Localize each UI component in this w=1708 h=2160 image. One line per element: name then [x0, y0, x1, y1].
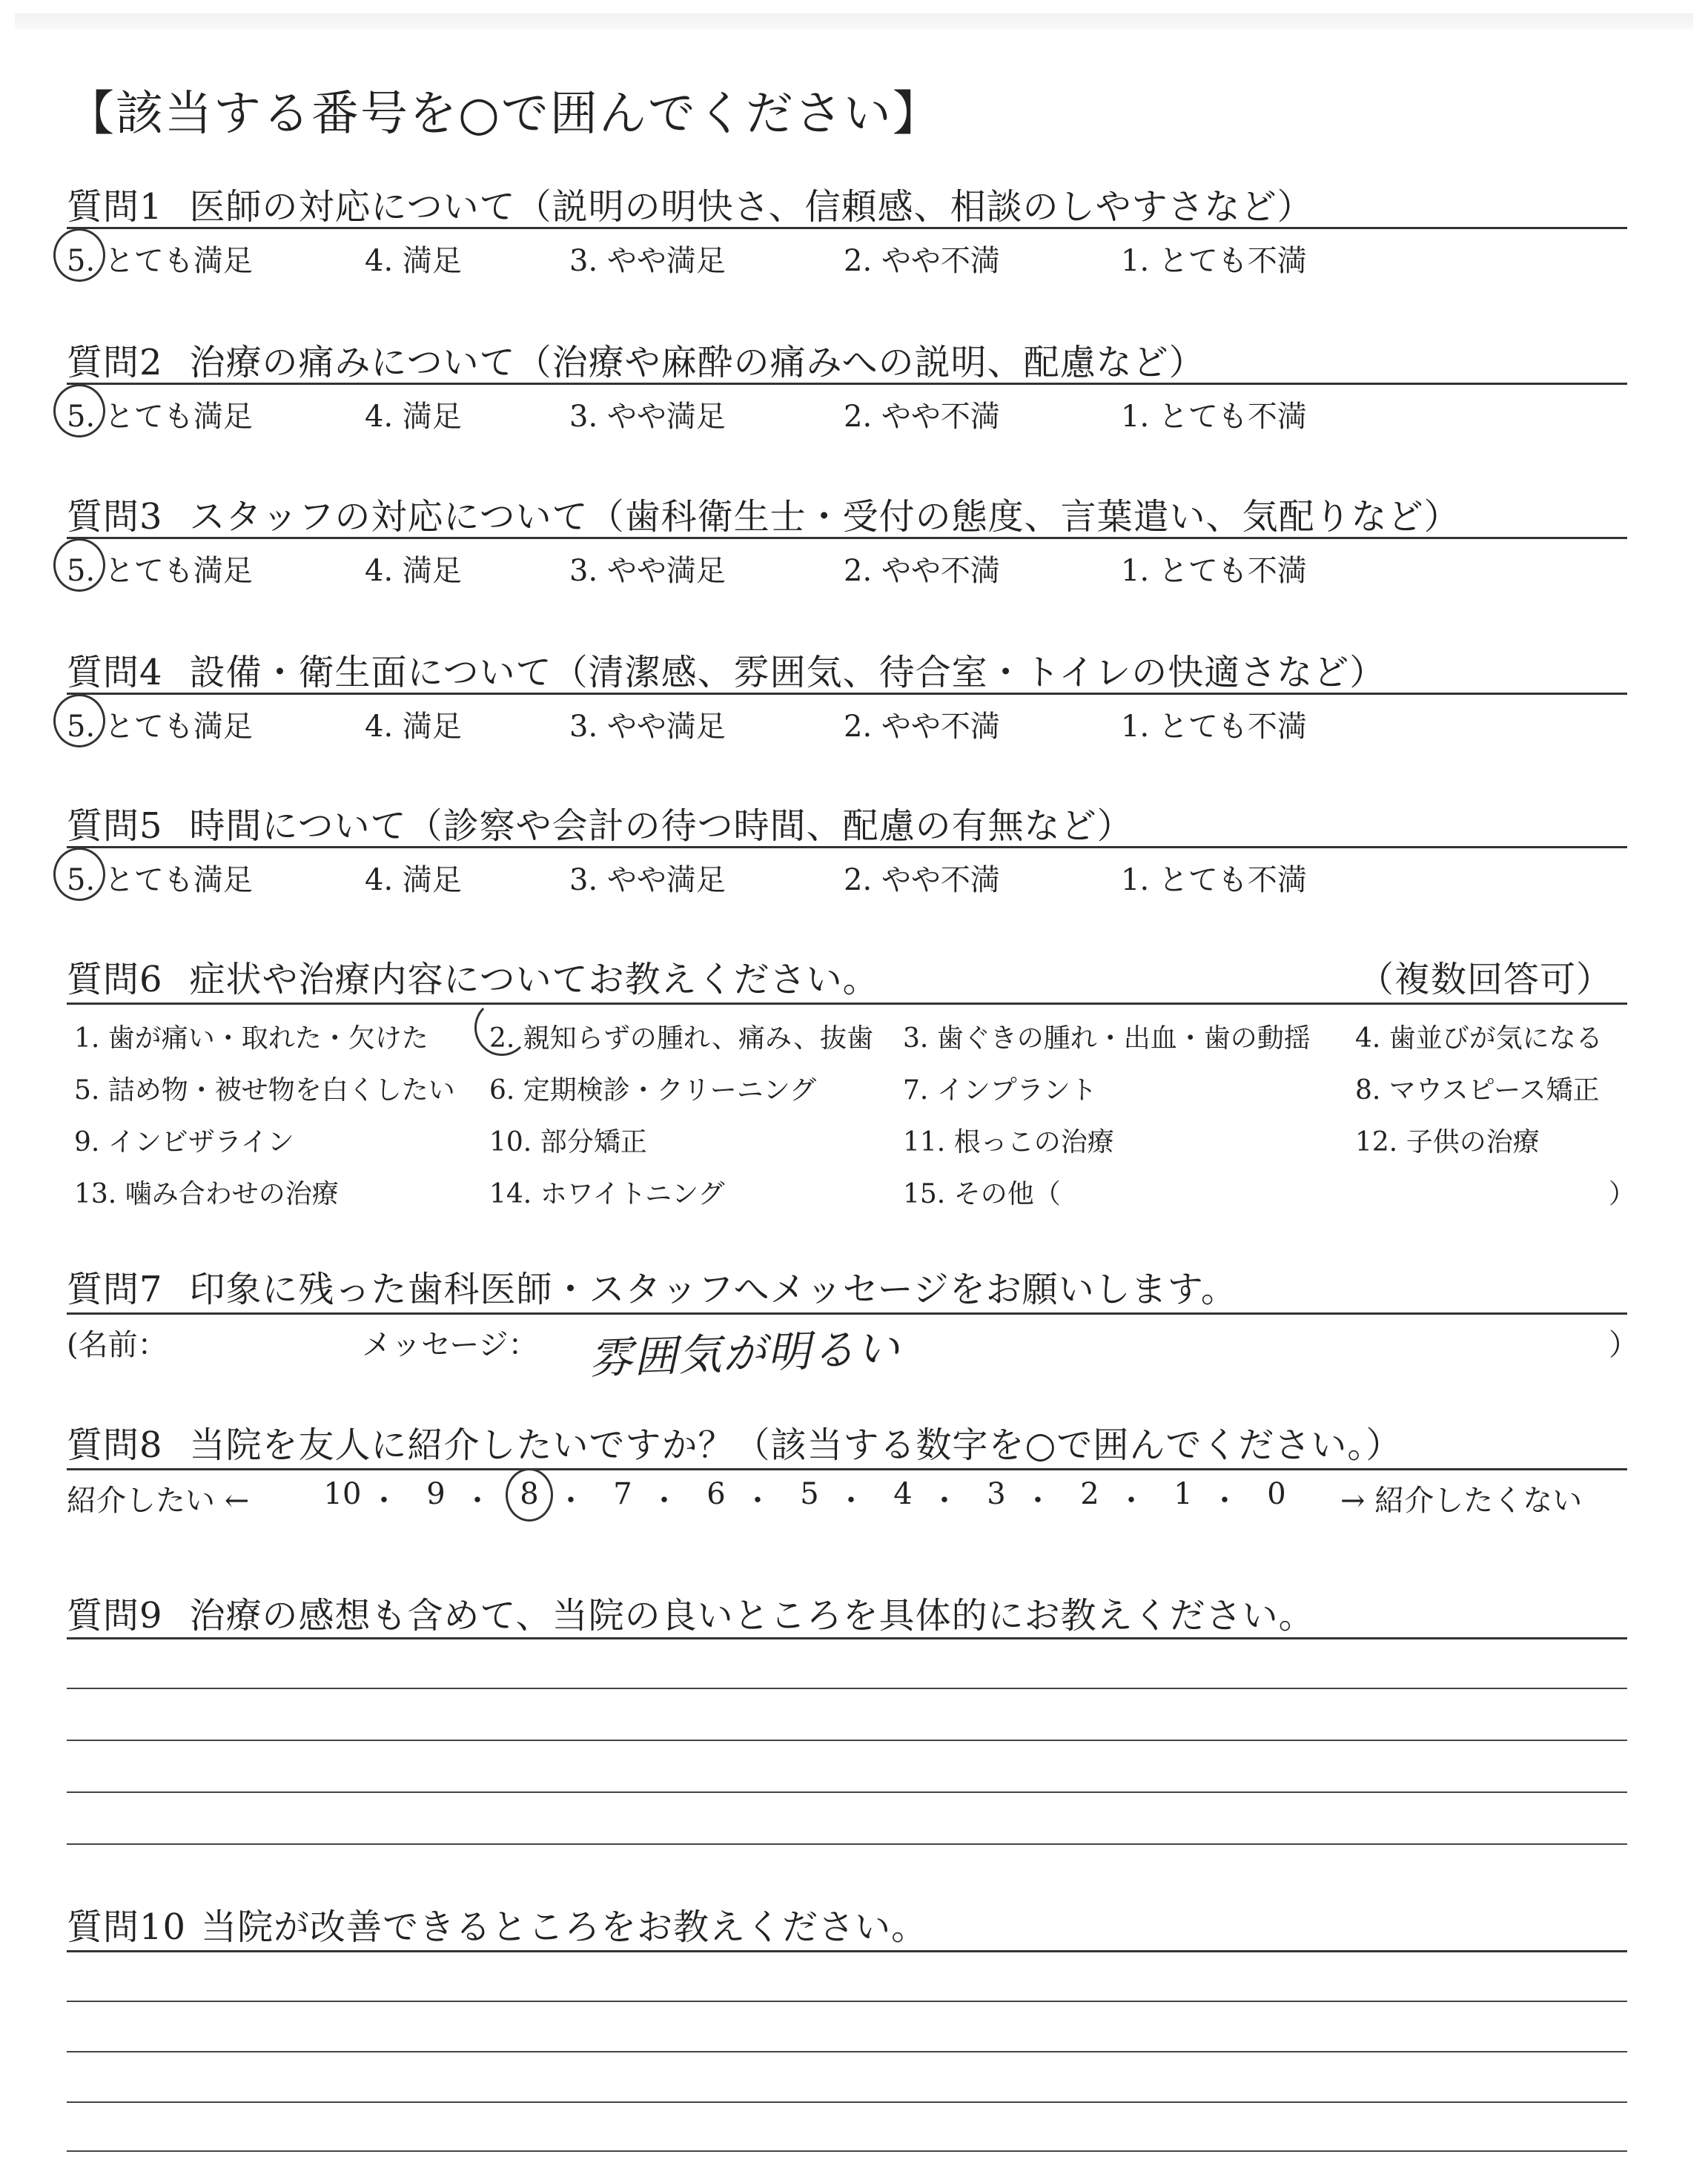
q1-option-2[interactable]: 2. やや不満 [844, 244, 1000, 278]
q8-separator-dot: ・ [836, 1484, 866, 1518]
q2-option-3[interactable]: 3. やや満足 [569, 400, 726, 434]
q4-text: 設備・衛生面について（清潔感、雰囲気、待合室・トイレの快適さなど） [189, 652, 1386, 693]
q8-scale-10[interactable]: 10 [323, 1477, 362, 1511]
q1-underline [67, 227, 1627, 229]
q1-option-3[interactable]: 3. やや満足 [569, 244, 726, 278]
q6-item-11[interactable]: 11. 根っこの治療 [903, 1127, 1114, 1157]
q6-text: 症状や治療内容についてお教えください。 [189, 959, 879, 1000]
q7-close-paren: ） [1609, 1328, 1638, 1362]
q6-item-5[interactable]: 5. 詰め物・被せ物を白くしたい [74, 1075, 455, 1106]
q6-item-2[interactable]: 2. 親知らずの腫れ、痛み、抜歯 [489, 1023, 874, 1054]
q8-scale-1[interactable]: 1 [1174, 1477, 1193, 1511]
q3-label: 質問3 [67, 496, 163, 538]
q6-item-3[interactable]: 3. 歯ぐきの腫れ・出血・歯の動揺 [903, 1023, 1311, 1054]
q5-label: 質問5 [67, 805, 163, 847]
q3-title [67, 488, 1460, 539]
q6-item-6[interactable]: 6. 定期検診・クリーニング [489, 1075, 817, 1106]
q9-line-3 [67, 1740, 1627, 1741]
q6-item-1[interactable]: 1. 歯が痛い・取れた・欠けた [74, 1023, 428, 1054]
q5-title [67, 797, 1133, 848]
q8-right-label: → 紹介したくない [1340, 1484, 1583, 1518]
q7-title [67, 1261, 1237, 1312]
q8-scale-7[interactable]: 7 [613, 1477, 632, 1511]
q3-option-1[interactable]: 1. とても不満 [1121, 554, 1307, 588]
q8-label: 質問8 [67, 1424, 163, 1466]
q10-line-4 [67, 2101, 1627, 2103]
q10-text: 当院が改善できるところをお教えください。 [201, 1906, 928, 1948]
q2-label: 質問2 [67, 342, 163, 383]
q7-text: 印象に残った歯科医師・スタッフへメッセージをお願いします。 [189, 1269, 1237, 1310]
q4-option-5[interactable]: 5. とても満足 [67, 710, 253, 744]
q10-line-2 [67, 2001, 1627, 2002]
scan-top-edge [15, 13, 1693, 30]
q4-label: 質問4 [67, 652, 163, 693]
q2-option-2[interactable]: 2. やや不満 [844, 400, 1000, 434]
q8-scale-2[interactable]: 2 [1080, 1477, 1099, 1511]
q1-text: 医師の対応について（説明の明快さ、信頼感、相談のしやすさなど） [189, 186, 1314, 228]
q7-label: 質問7 [67, 1269, 163, 1310]
q6-item-12[interactable]: 12. 子供の治療 [1355, 1127, 1540, 1157]
q10-label: 質問10 [67, 1906, 187, 1948]
form-title: 【該当する番号を○で囲んでください】 [67, 87, 941, 142]
q1-option-1[interactable]: 1. とても不満 [1121, 244, 1307, 278]
q8-scale-0[interactable]: 0 [1267, 1477, 1286, 1511]
q3-option-2[interactable]: 2. やや不満 [844, 554, 1000, 588]
q2-underline [67, 383, 1627, 385]
q8-separator-dot: ・ [930, 1484, 959, 1518]
q6-note: （複数回答可） [1358, 959, 1613, 1000]
q8-separator-dot: ・ [463, 1484, 492, 1518]
q9-title [67, 1587, 1315, 1638]
q8-separator-dot: ・ [369, 1484, 399, 1518]
q5-text: 時間について（診察や会計の待つ時間、配慮の有無など） [189, 805, 1133, 847]
q1-title [67, 178, 1314, 229]
q5-option-1[interactable]: 1. とても不満 [1121, 863, 1307, 897]
q6-item-8[interactable]: 8. マウスピース矯正 [1355, 1075, 1600, 1106]
q8-scale-4[interactable]: 4 [893, 1477, 913, 1511]
q8-left-label: 紹介したい ← [67, 1484, 250, 1518]
q5-underline [67, 846, 1627, 848]
q9-line-2 [67, 1688, 1627, 1689]
q3-text: スタッフの対応について（歯科衛生士・受付の態度、言葉遣い、気配りなど） [189, 496, 1460, 538]
q6-item-14[interactable]: 14. ホワイトニング [489, 1179, 725, 1209]
q3-underline [67, 537, 1627, 539]
q6-item-9[interactable]: 9. インビザライン [74, 1127, 294, 1157]
q7-handwritten-message: 雰囲気が明るい [589, 1322, 902, 1384]
q3-option-5[interactable]: 5. とても満足 [67, 554, 253, 588]
q9-text: 治療の感想も含めて、当院の良いところを具体的にお教えください。 [189, 1595, 1315, 1636]
q2-option-1[interactable]: 1. とても不満 [1121, 400, 1307, 434]
q1-label: 質問1 [67, 186, 163, 228]
q8-scale-9[interactable]: 9 [426, 1477, 446, 1511]
q6-item-13[interactable]: 13. 噛み合わせの治療 [74, 1179, 339, 1209]
q8-text: 当院を友人に紹介したいですか？（該当する数字を○で囲んでください。） [189, 1424, 1403, 1466]
q8-scale-5[interactable]: 5 [800, 1477, 819, 1511]
q9-line-4 [67, 1791, 1627, 1793]
q8-separator-dot: ・ [649, 1484, 679, 1518]
q1-option-5[interactable]: 5. とても満足 [67, 244, 253, 278]
q3-option-4[interactable]: 4. 満足 [365, 554, 462, 588]
q5-option-3[interactable]: 3. やや満足 [569, 863, 726, 897]
q5-option-4[interactable]: 4. 満足 [365, 863, 462, 897]
q9-line-1 [67, 1637, 1627, 1639]
q8-separator-dot: ・ [1210, 1484, 1239, 1518]
q6-item-4[interactable]: 4. 歯並びが気になる [1355, 1023, 1603, 1054]
q6-item-10[interactable]: 10. 部分矯正 [489, 1127, 647, 1157]
q4-option-2[interactable]: 2. やや不満 [844, 710, 1000, 744]
q5-option-2[interactable]: 2. やや不満 [844, 863, 1000, 897]
q6-underline [67, 1003, 1627, 1005]
q6-item-7[interactable]: 7. インプラント [903, 1075, 1097, 1106]
q5-option-5[interactable]: 5. とても満足 [67, 863, 253, 897]
q8-underline [67, 1468, 1627, 1470]
q1-option-4[interactable]: 4. 満足 [365, 244, 462, 278]
q6-title [67, 951, 879, 1002]
q7-name-label: (名前： [67, 1328, 168, 1362]
q4-underline [67, 693, 1627, 695]
q2-option-5[interactable]: 5. とても満足 [67, 400, 253, 434]
q7-message-label: メッセージ： [362, 1328, 538, 1362]
q8-scale-8[interactable]: 8 [520, 1477, 539, 1511]
q10-line-5 [67, 2150, 1627, 2152]
q6-item-15[interactable]: 15. その他（ [903, 1179, 1061, 1209]
q6-other-close-paren: ） [1609, 1179, 1636, 1209]
q4-option-4[interactable]: 4. 満足 [365, 710, 462, 744]
q8-separator-dot: ・ [1116, 1484, 1146, 1518]
q2-text: 治療の痛みについて（治療や麻酔の痛みへの説明、配慮など） [189, 342, 1205, 383]
q4-option-1[interactable]: 1. とても不満 [1121, 710, 1307, 744]
q6-label: 質問6 [67, 959, 163, 1000]
q10-title [67, 1898, 927, 1949]
q8-title [67, 1416, 1402, 1467]
q9-label: 質問9 [67, 1595, 163, 1636]
q3-option-3[interactable]: 3. やや満足 [569, 554, 726, 588]
q10-line-3 [67, 2051, 1627, 2052]
q8-separator-dot: ・ [743, 1484, 772, 1518]
q8-separator-dot: ・ [1023, 1484, 1053, 1518]
q2-option-4[interactable]: 4. 満足 [365, 400, 462, 434]
q4-title [67, 644, 1386, 695]
q8-scale-3[interactable]: 3 [987, 1477, 1006, 1511]
q2-title [67, 334, 1205, 385]
q10-line-1 [67, 1950, 1627, 1952]
q9-line-5 [67, 1843, 1627, 1845]
q4-option-3[interactable]: 3. やや満足 [569, 710, 726, 744]
q8-scale-6[interactable]: 6 [706, 1477, 726, 1511]
q8-separator-dot: ・ [556, 1484, 586, 1518]
